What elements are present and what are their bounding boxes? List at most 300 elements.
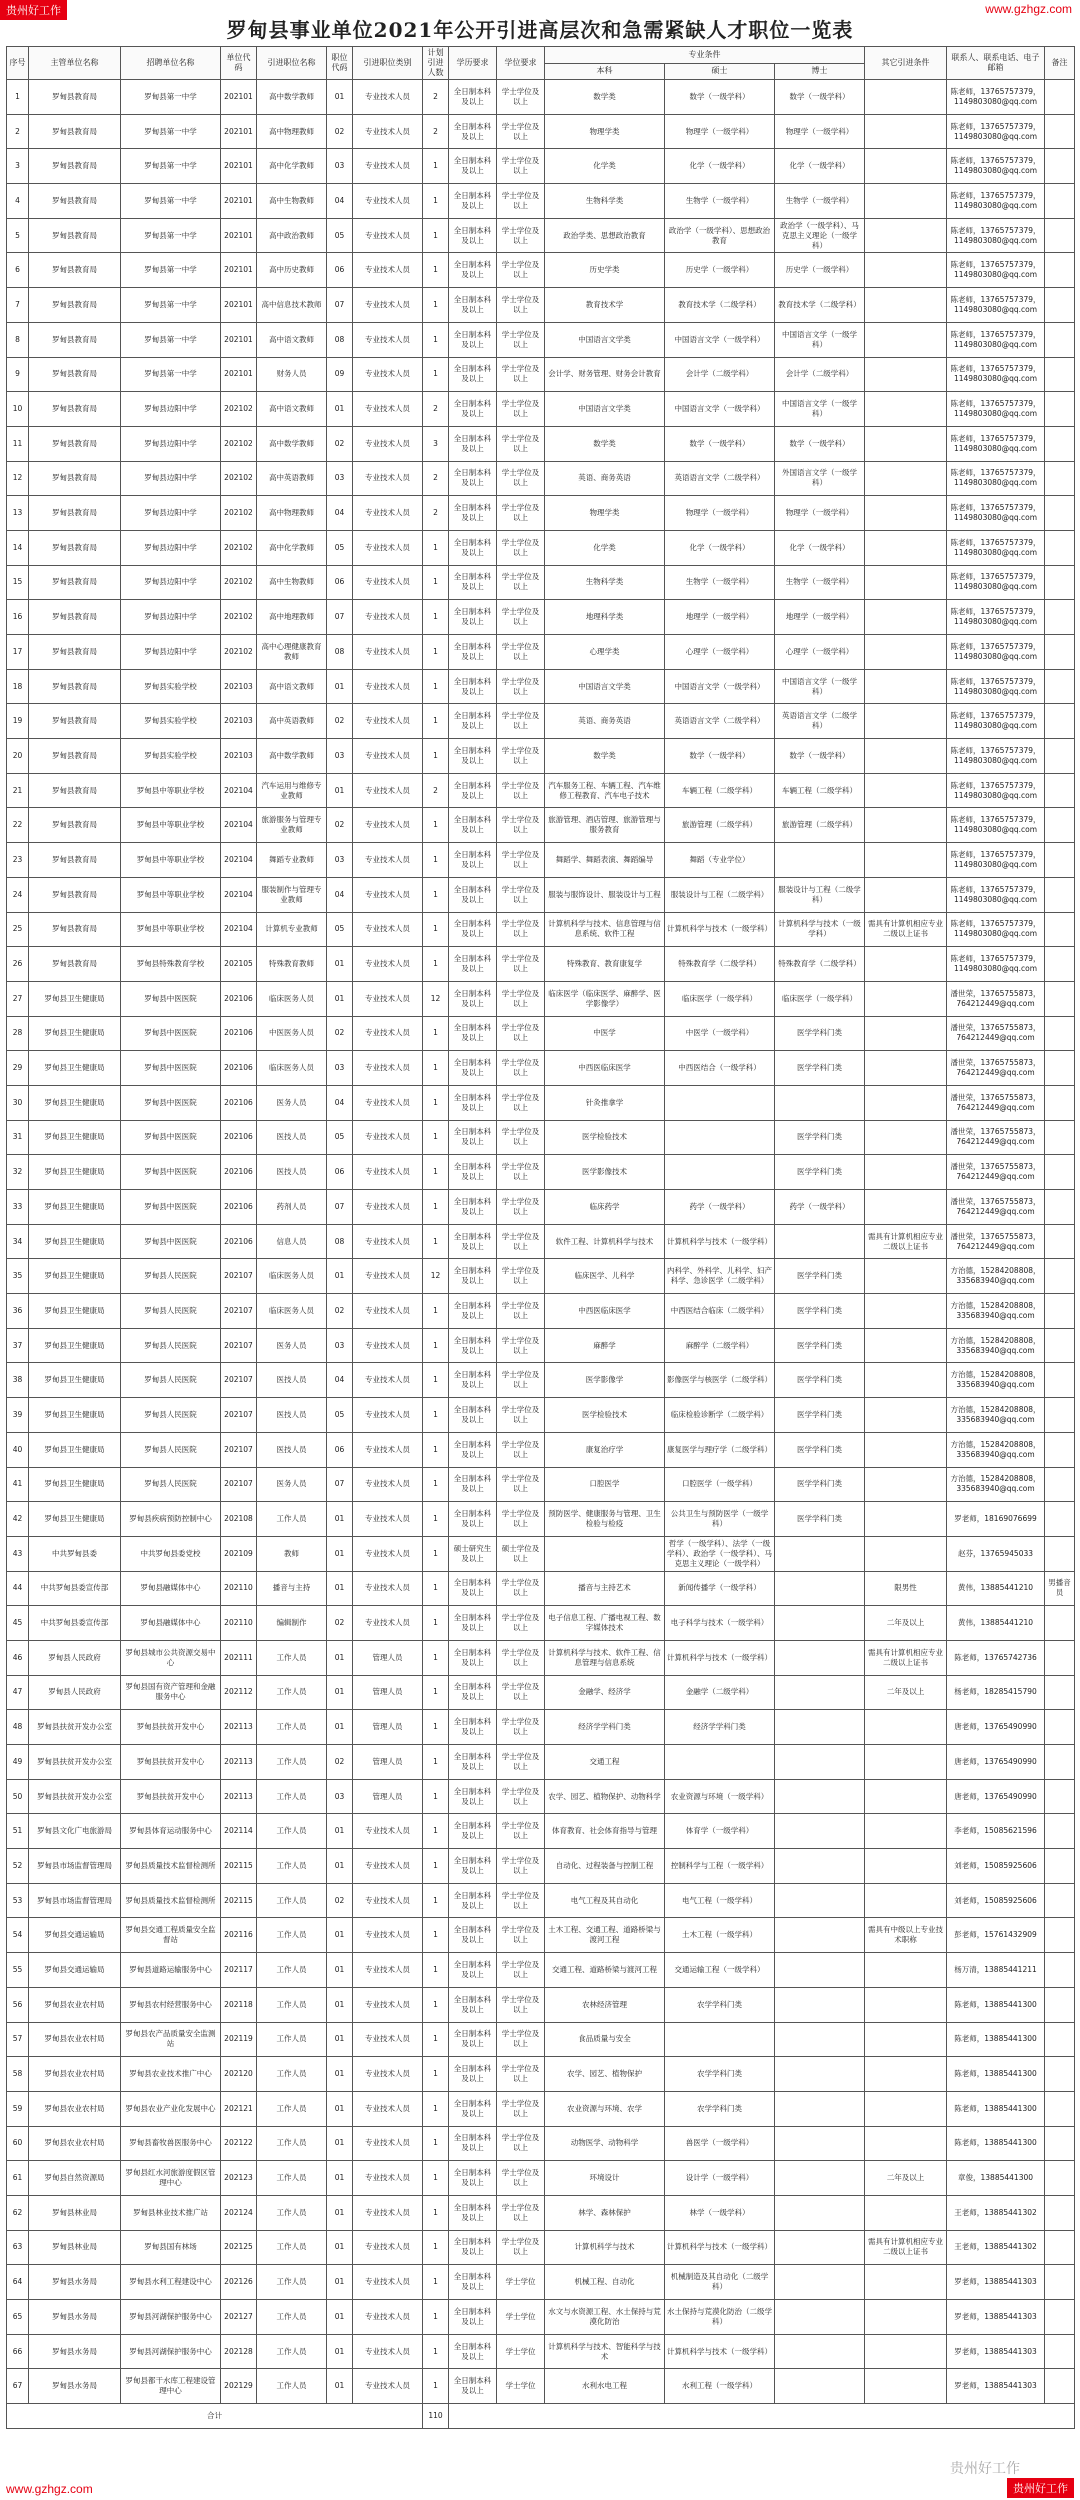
cell-deg: 学士学位及以上 [497,2230,545,2265]
table-row [7,1745,1075,1780]
cell-mast: 电子科学与技术（一级学科） [665,1606,775,1641]
cell-dept: 罗甸县教育局 [29,530,121,565]
table-row [7,392,1075,427]
cell-unit: 罗甸县中等职业学校 [121,912,221,947]
cell-bach: 服装与服饰设计、服装设计与工程 [545,877,665,912]
cell-seq: 20 [7,739,29,774]
cell-dept: 罗甸县卫生健康局 [29,1467,121,1502]
cell-contact: 陈老师，13765757379，1149803080@qq.com [947,704,1045,739]
cell-other [865,1745,947,1780]
cell-num: 1 [423,1640,449,1675]
cell-other [865,877,947,912]
cell-bach: 化学类 [545,149,665,184]
cell-num: 1 [423,2022,449,2057]
cell-code: 202127 [221,2300,257,2335]
cell-mast: 数学（一级学科） [665,426,775,461]
cell-num: 1 [423,1536,449,1571]
cell-other: 需具有计算机相应专业二级以上证书 [865,2230,947,2265]
cell-deg: 学士学位 [497,2369,545,2404]
cell-num: 1 [423,947,449,982]
total-filler [449,2404,1075,2429]
cell-doc [775,2161,865,2196]
cell-ptype: 专业技术人员 [353,1120,423,1155]
cell-mast: 会计学（二级学科） [665,357,775,392]
cell-edu: 全日制本科及以上 [449,2195,497,2230]
cell-bach [545,1536,665,1571]
cell-mast: 化学（一级学科） [665,530,775,565]
cell-deg: 学士学位及以上 [497,1294,545,1329]
cell-other [865,114,947,149]
cell-pcode: 02 [327,1745,353,1780]
table-row [7,1987,1075,2022]
cell-post: 临床医务人员 [257,1294,327,1329]
cell-seq: 22 [7,808,29,843]
cell-seq: 30 [7,1085,29,1120]
cell-remark [1045,288,1075,323]
cell-dept: 罗甸县教育局 [29,739,121,774]
cell-bach: 中医学 [545,1016,665,1051]
cell-contact: 黄伟，13885441210 [947,1571,1045,1606]
cell-mast: 计算机科学与技术（一级学科） [665,2334,775,2369]
cell-deg: 学士学位及以上 [497,1363,545,1398]
cell-code: 202110 [221,1571,257,1606]
cell-num: 2 [423,114,449,149]
cell-remark [1045,1467,1075,1502]
cell-bach: 播音与主持艺术 [545,1571,665,1606]
header-post-type: 引进职位类别 [353,47,423,80]
cell-mast [665,1120,775,1155]
cell-remark [1045,1363,1075,1398]
cell-contact: 唐老师，13765490990 [947,1745,1045,1780]
cell-pcode: 01 [327,1571,353,1606]
cell-unit: 罗甸县实验学校 [121,739,221,774]
cell-seq: 53 [7,1883,29,1918]
table-row [7,2195,1075,2230]
cell-edu: 全日制本科及以上 [449,426,497,461]
cell-code: 202102 [221,392,257,427]
cell-edu: 全日制本科及以上 [449,2300,497,2335]
cell-dept: 罗甸县市场监督管理局 [29,1883,121,1918]
cell-other: 需具有计算机相应专业二级以上证书 [865,912,947,947]
cell-contact: 刘老师，15085925606 [947,1849,1045,1884]
cell-code: 202129 [221,2369,257,2404]
cell-deg: 学士学位及以上 [497,1814,545,1849]
cell-seq: 39 [7,1398,29,1433]
cell-num: 1 [423,843,449,878]
cell-other [865,1814,947,1849]
cell-contact: 陈老师，13765757379，1149803080@qq.com [947,80,1045,115]
cell-other: 二年及以上 [865,1606,947,1641]
cell-other [865,2195,947,2230]
cell-seq: 14 [7,530,29,565]
cell-num: 2 [423,80,449,115]
cell-ptype: 专业技术人员 [353,218,423,253]
cell-mast [665,1085,775,1120]
cell-edu: 全日制本科及以上 [449,2334,497,2369]
cell-seq: 25 [7,912,29,947]
cell-mast: 地理学（一级学科） [665,600,775,635]
cell-doc [775,1640,865,1675]
cell-seq: 29 [7,1051,29,1086]
cell-deg: 学士学位及以上 [497,1432,545,1467]
header-contact: 联系人、联系电话、电子邮箱 [947,47,1045,80]
cell-unit: 罗甸县城市公共资源交易中心 [121,1640,221,1675]
cell-other [865,1987,947,2022]
cell-seq: 49 [7,1745,29,1780]
cell-unit: 罗甸县边阳中学 [121,635,221,670]
cell-bach: 中国语言文学类 [545,392,665,427]
cell-pcode: 01 [327,2300,353,2335]
cell-remark [1045,2334,1075,2369]
cell-bach: 计算机科学与技术、软件工程、信息管理与信息系统 [545,1640,665,1675]
cell-post: 工作人员 [257,1953,327,1988]
cell-num: 1 [423,635,449,670]
cell-other [865,218,947,253]
cell-deg: 学士学位及以上 [497,496,545,531]
cell-mast [665,1745,775,1780]
cell-ptype: 专业技术人员 [353,496,423,531]
cell-bach: 中国语言文学类 [545,669,665,704]
cell-edu: 全日制本科及以上 [449,1849,497,1884]
cell-dept: 罗甸县农业农村局 [29,1987,121,2022]
cell-mast: 生物学（一级学科） [665,184,775,219]
cell-pcode: 01 [327,1710,353,1745]
cell-other [865,392,947,427]
table-row [7,565,1075,600]
cell-unit: 罗甸县质量技术监督检测所 [121,1883,221,1918]
cell-bach: 交通工程、道路桥梁与渡河工程 [545,1953,665,1988]
cell-mast: 水土保持与荒漠化防治（二级学科） [665,2300,775,2335]
cell-remark [1045,773,1075,808]
cell-other [865,2334,947,2369]
table-row [7,1779,1075,1814]
cell-contact: 陈老师，13765757379，1149803080@qq.com [947,218,1045,253]
cell-pcode: 02 [327,1883,353,1918]
cell-dept: 罗甸县扶贫开发办公室 [29,1779,121,1814]
cell-doc [775,1536,865,1571]
cell-code: 202102 [221,461,257,496]
cell-remark [1045,2022,1075,2057]
cell-edu: 全日制本科及以上 [449,288,497,323]
cell-other [865,947,947,982]
cell-other [865,2022,947,2057]
cell-doc: 心理学（一级学科） [775,635,865,670]
cell-unit: 罗甸县第一中学 [121,184,221,219]
cell-bach: 计算机科学与技术、智能科学与技术 [545,2334,665,2369]
table-row [7,843,1075,878]
cell-dept: 罗甸县农业农村局 [29,2091,121,2126]
cell-contact: 陈老师，13765757379，1149803080@qq.com [947,773,1045,808]
cell-edu: 全日制本科及以上 [449,2057,497,2092]
cell-pcode: 01 [327,2057,353,2092]
cell-seq: 64 [7,2265,29,2300]
cell-ptype: 管理人员 [353,1745,423,1780]
header-unit-code: 单位代码 [221,47,257,80]
table-row [7,253,1075,288]
cell-edu: 全日制本科及以上 [449,2126,497,2161]
cell-num: 1 [423,1190,449,1225]
table-row [7,877,1075,912]
cell-dept: 罗甸县卫生健康局 [29,1398,121,1433]
cell-bach: 特殊教育、教育康复学 [545,947,665,982]
cell-deg: 学士学位及以上 [497,1779,545,1814]
cell-code: 202103 [221,704,257,739]
cell-unit: 罗甸县第一中学 [121,114,221,149]
cell-dept: 罗甸县卫生健康局 [29,1259,121,1294]
cell-unit: 罗甸县边阳中学 [121,426,221,461]
total-value: 110 [423,2404,449,2429]
cell-pcode: 04 [327,1363,353,1398]
cell-num: 1 [423,1398,449,1433]
cell-ptype: 专业技术人员 [353,2334,423,2369]
cell-seq: 23 [7,843,29,878]
cell-contact: 唐老师，13765490990 [947,1710,1045,1745]
cell-dept: 罗甸县水务局 [29,2369,121,2404]
cell-ptype: 专业技术人员 [353,2126,423,2161]
cell-unit: 罗甸县第一中学 [121,80,221,115]
cell-other [865,149,947,184]
cell-edu: 全日制本科及以上 [449,2022,497,2057]
table-row [7,669,1075,704]
cell-seq: 9 [7,357,29,392]
cell-mast: 设计学（一级学科） [665,2161,775,2196]
cell-code: 202101 [221,218,257,253]
cell-deg: 学士学位及以上 [497,2161,545,2196]
cell-post: 工作人员 [257,1987,327,2022]
cell-bach: 教育技术学 [545,288,665,323]
cell-post: 工作人员 [257,1779,327,1814]
cell-contact: 陈老师，13765757379，1149803080@qq.com [947,530,1045,565]
cell-doc: 物理学（一级学科） [775,496,865,531]
cell-deg: 学士学位及以上 [497,1745,545,1780]
cell-deg: 学士学位及以上 [497,1675,545,1710]
cell-mast: 中西医结合临床（二级学科） [665,1294,775,1329]
cell-code: 202115 [221,1849,257,1884]
cell-unit: 罗甸县质量技术监督检测所 [121,1849,221,1884]
cell-deg: 学士学位及以上 [497,2057,545,2092]
cell-num: 1 [423,1571,449,1606]
cell-ptype: 专业技术人员 [353,2091,423,2126]
cell-num: 1 [423,1120,449,1155]
cell-ptype: 专业技术人员 [353,392,423,427]
cell-other: 限男性 [865,1571,947,1606]
cell-doc: 医学学科门类 [775,1120,865,1155]
table-row [7,1398,1075,1433]
cell-deg: 学士学位及以上 [497,669,545,704]
cell-contact: 陈老师，13765757379，1149803080@qq.com [947,669,1045,704]
site-url-top: www.gzhgz.com [985,2,1072,16]
cell-ptype: 专业技术人员 [353,1571,423,1606]
cell-unit: 罗甸县第一中学 [121,218,221,253]
cell-ptype: 专业技术人员 [353,1294,423,1329]
cell-num: 1 [423,1745,449,1780]
cell-ptype: 专业技术人员 [353,1502,423,1537]
cell-num: 1 [423,253,449,288]
cell-deg: 学士学位及以上 [497,704,545,739]
cell-mast: 公共卫生与预防医学（一级学科） [665,1502,775,1537]
cell-remark [1045,357,1075,392]
cell-edu: 全日制本科及以上 [449,2265,497,2300]
cell-bach: 医学检验技术 [545,1120,665,1155]
cell-edu: 全日制本科及以上 [449,1675,497,1710]
cell-deg: 学士学位及以上 [497,2022,545,2057]
cell-mast: 体育学（一级学科） [665,1814,775,1849]
cell-pcode: 03 [327,843,353,878]
cell-ptype: 专业技术人员 [353,2369,423,2404]
cell-doc: 旅游管理（二级学科） [775,808,865,843]
cell-code: 202101 [221,149,257,184]
cell-remark [1045,669,1075,704]
cell-pcode: 01 [327,2091,353,2126]
table-row [7,1155,1075,1190]
cell-contact: 陈老师，13885441300 [947,2091,1045,2126]
cell-seq: 43 [7,1536,29,1571]
cell-num: 1 [423,877,449,912]
cell-post: 高中语文教师 [257,392,327,427]
cell-dept: 罗甸县林业局 [29,2230,121,2265]
cell-edu: 全日制本科及以上 [449,1190,497,1225]
cell-contact: 潘世荣，13765755873，764212449@qq.com [947,1016,1045,1051]
cell-other [865,2126,947,2161]
cell-dept: 罗甸县卫生健康局 [29,1051,121,1086]
cell-mast [665,2022,775,2057]
cell-deg: 学士学位及以上 [497,184,545,219]
cell-num: 1 [423,2126,449,2161]
cell-unit: 罗甸县疾病预防控制中心 [121,1502,221,1537]
cell-deg: 学士学位及以上 [497,1640,545,1675]
cell-code: 202124 [221,2195,257,2230]
cell-doc [775,2230,865,2265]
cell-bach: 数学类 [545,80,665,115]
cell-ptype: 专业技术人员 [353,530,423,565]
cell-num: 1 [423,1363,449,1398]
cell-post: 工作人员 [257,2057,327,2092]
cell-post: 药剂人员 [257,1190,327,1225]
cell-edu: 全日制本科及以上 [449,1918,497,1953]
cell-unit: 罗甸县人民医院 [121,1467,221,1502]
cell-doc: 医学学科门类 [775,1051,865,1086]
cell-ptype: 专业技术人员 [353,1432,423,1467]
cell-remark [1045,1432,1075,1467]
cell-mast: 特殊教育学（二级学科） [665,947,775,982]
cell-dept: 罗甸县交通运输局 [29,1953,121,1988]
cell-bach: 物理学类 [545,114,665,149]
cell-pcode: 03 [327,739,353,774]
cell-edu: 全日制本科及以上 [449,392,497,427]
cell-post: 高中政治教师 [257,218,327,253]
cell-other [865,1467,947,1502]
header-post-code: 职位代码 [327,47,353,80]
cell-ptype: 专业技术人员 [353,1883,423,1918]
cell-remark [1045,1328,1075,1363]
cell-num: 1 [423,1814,449,1849]
cell-dept: 罗甸县教育局 [29,288,121,323]
cell-other [865,981,947,1016]
cell-post: 工作人员 [257,2369,327,2404]
cell-ptype: 专业技术人员 [353,704,423,739]
cell-contact: 陈老师，13885441300 [947,2057,1045,2092]
cell-doc: 物理学（一级学科） [775,114,865,149]
cell-doc [775,1918,865,1953]
cell-mast: 土木工程（一级学科） [665,1918,775,1953]
cell-other [865,565,947,600]
cell-other [865,704,947,739]
cell-pcode: 09 [327,357,353,392]
cell-unit: 罗甸县中医医院 [121,1224,221,1259]
cell-unit: 罗甸县中等职业学校 [121,877,221,912]
table-row [7,1814,1075,1849]
cell-unit: 罗甸县农村经营服务中心 [121,1987,221,2022]
cell-mast: 临床医学（一级学科） [665,981,775,1016]
cell-dept: 罗甸县卫生健康局 [29,1085,121,1120]
cell-bach: 农学、园艺、植物保护 [545,2057,665,2092]
cell-mast: 口腔医学（一级学科） [665,1467,775,1502]
cell-pcode: 02 [327,704,353,739]
cell-seq: 15 [7,565,29,600]
cell-dept: 罗甸县教育局 [29,149,121,184]
table-row [7,530,1075,565]
cell-pcode: 05 [327,530,353,565]
cell-doc: 地理学（一级学科） [775,600,865,635]
cell-bach: 医学检验技术 [545,1398,665,1433]
cell-num: 1 [423,1918,449,1953]
cell-other [865,2057,947,2092]
table-row [7,1953,1075,1988]
cell-mast: 中医学（一级学科） [665,1016,775,1051]
cell-other [865,1502,947,1537]
cell-remark [1045,565,1075,600]
cell-code: 202101 [221,322,257,357]
cell-unit: 罗甸县扶贫开发中心 [121,1779,221,1814]
cell-unit: 罗甸县实验学校 [121,704,221,739]
cell-num: 1 [423,1016,449,1051]
cell-remark [1045,739,1075,774]
cell-bach: 生物科学类 [545,565,665,600]
cell-post: 信息人员 [257,1224,327,1259]
cell-mast: 数学（一级学科） [665,739,775,774]
cell-deg: 学士学位及以上 [497,2195,545,2230]
cell-post: 工作人员 [257,1883,327,1918]
cell-code: 202102 [221,426,257,461]
cell-bach: 数学类 [545,739,665,774]
cell-mast: 政治学（一级学科）、思想政治教育 [665,218,775,253]
cell-doc [775,2091,865,2126]
cell-dept: 中共罗甸县委宣传部 [29,1571,121,1606]
cell-other [865,530,947,565]
cell-contact: 陈老师，13765757379，1149803080@qq.com [947,635,1045,670]
cell-edu: 全日制本科及以上 [449,1016,497,1051]
cell-code: 202106 [221,1190,257,1225]
cell-ptype: 专业技术人员 [353,1398,423,1433]
cell-unit: 罗甸县国有林场 [121,2230,221,2265]
cell-other [865,1051,947,1086]
recruitment-table [6,46,1075,2429]
cell-num: 2 [423,461,449,496]
header-edu: 学历要求 [449,47,497,80]
cell-seq: 18 [7,669,29,704]
cell-ptype: 专业技术人员 [353,1953,423,1988]
cell-post: 高中化学教师 [257,149,327,184]
cell-pcode: 01 [327,2022,353,2057]
cell-ptype: 专业技术人员 [353,2265,423,2300]
cell-post: 舞蹈专业教师 [257,843,327,878]
cell-post: 临床医务人员 [257,1259,327,1294]
cell-remark [1045,392,1075,427]
cell-pcode: 01 [327,1814,353,1849]
cell-dept: 罗甸县卫生健康局 [29,1120,121,1155]
cell-mast: 新闻传播学（一级学科） [665,1571,775,1606]
cell-edu: 全日制本科及以上 [449,1155,497,1190]
